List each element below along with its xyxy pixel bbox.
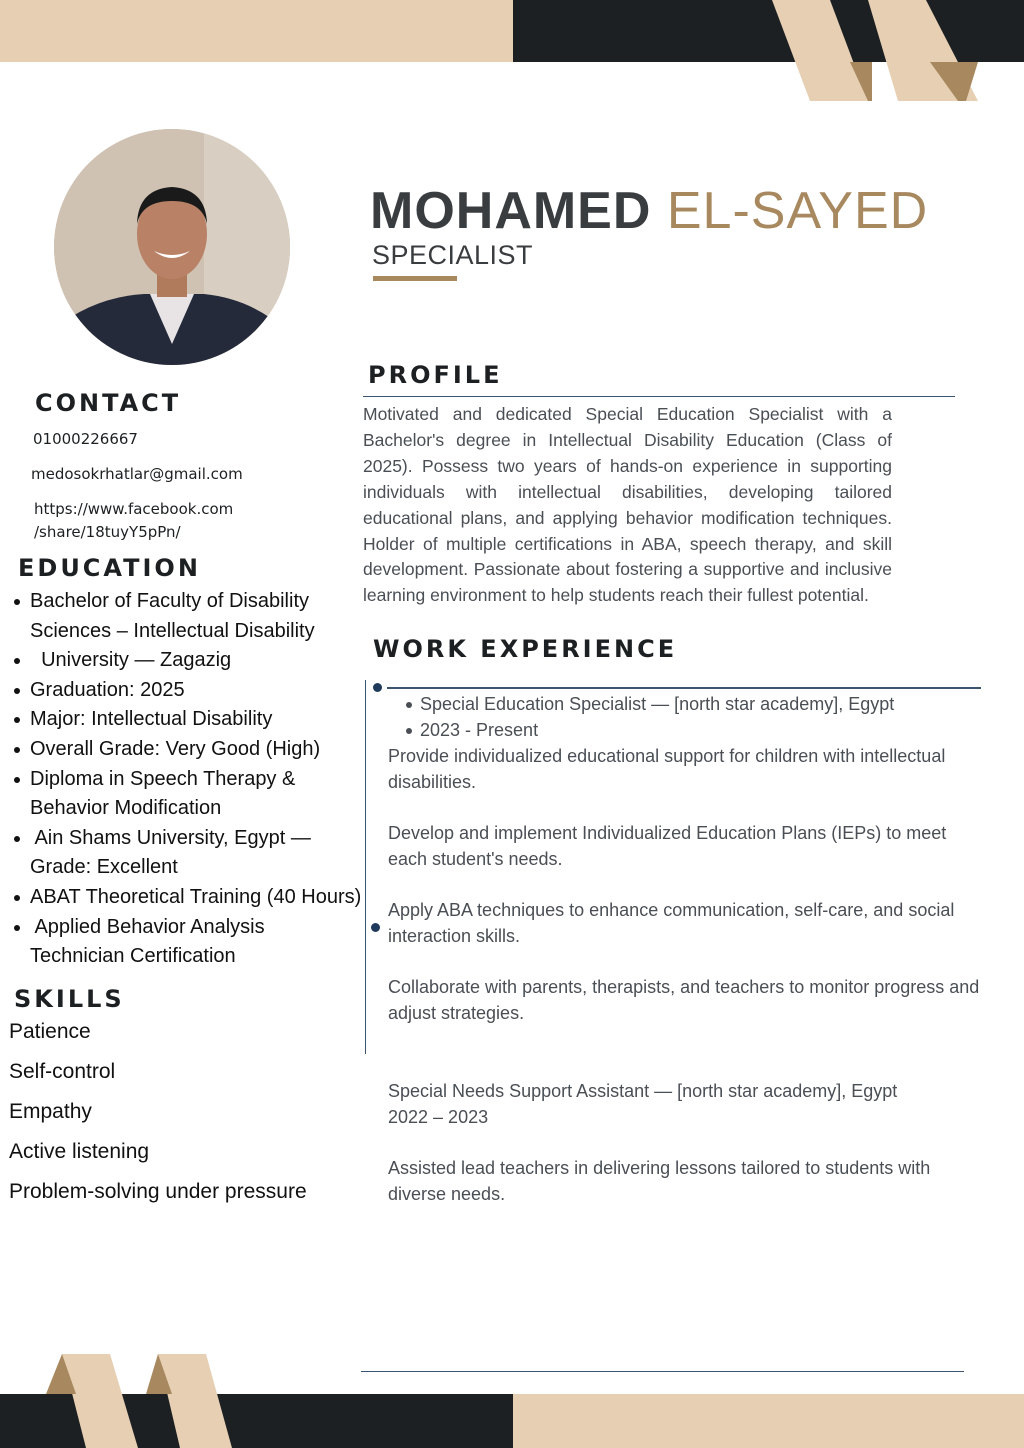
job2-duty: Assisted lead teachers in delivering lessons tailored to students with diverse needs. <box>388 1158 931 1204</box>
bullet-icon <box>14 925 20 931</box>
skills-heading: SKILLS <box>14 985 125 1013</box>
list-item: University — Zagazig <box>12 646 377 676</box>
job2-period: 2022 – 2023 <box>388 1107 489 1127</box>
bullet-icon <box>14 747 20 753</box>
education-heading: EDUCATION <box>18 554 201 582</box>
list-item: Overall Grade: Very Good (High) <box>12 735 377 765</box>
profile-heading: PROFILE <box>368 361 503 389</box>
contact-heading: CONTACT <box>35 389 182 417</box>
profile-summary: Motivated and dedicated Special Education Specialist with a Bachelor's degree in Intellectual Disability Education (Class of 2025). Possess two years of hands-on experience in supporting individuals with intellectual disabilities, developing tailored educational plans, and applying behavior modification techniques. Holder of multiple certifications in ABA, speech therapy, and skill development. Passionate about fostering a supportive and inclusive learning environment to help students reach their fullest potential. <box>363 404 892 606</box>
list-item: Technician Certification <box>30 945 236 968</box>
list-item: Behavior Modification <box>30 797 222 820</box>
bullet-icon <box>406 728 412 734</box>
job1-duty: Apply ABA techniques to enhance communication, self-care, and social interaction skills. <box>388 900 955 946</box>
job1-duty: Develop and implement Individualized Education Plans (IEPs) to meet each student's needs. <box>388 823 947 869</box>
list-item: Applied Behavior Analysis <box>12 913 377 943</box>
education-list <box>12 587 377 972</box>
bottom-stripe-1 <box>62 1354 138 1448</box>
list-item: Bachelor of Faculty of Disability <box>12 587 377 617</box>
work-divider <box>387 687 981 689</box>
job-title: SPECIALIST <box>372 240 534 270</box>
bullet-icon <box>14 717 20 723</box>
list-item: Diploma in Speech Therapy & <box>12 765 377 795</box>
list-item: Sciences – Intellectual Disability <box>30 619 315 642</box>
skill-item: Self-control <box>9 1060 116 1083</box>
contact-facebook-line2[interactable]: /share/18tuyY5pPn/ <box>34 523 181 541</box>
work-heading: WORK EXPERIENCE <box>373 635 678 663</box>
bullet-icon <box>14 895 20 901</box>
bullet-icon <box>406 702 412 708</box>
list-item: ABAT Theoretical Training (40 Hours) <box>12 883 377 913</box>
last-name: EL-SAYED <box>666 182 929 240</box>
person-avatar-icon <box>54 129 290 365</box>
bullet-icon <box>14 658 20 664</box>
top-stripe-1 <box>772 0 868 101</box>
bullet-icon <box>14 688 20 694</box>
contact-facebook-line1[interactable]: https://www.facebook.com <box>34 500 234 518</box>
first-name: MOHAMED <box>370 182 652 240</box>
list-item: Major: Intellectual Disability <box>12 705 377 735</box>
job1-title: Special Education Specialist — [north star academy], Egypt <box>405 692 894 718</box>
bullet-icon <box>14 777 20 783</box>
list-item: Grade: Excellent <box>30 856 178 879</box>
timeline-dot <box>373 683 382 692</box>
job1-period: 2023 - Present <box>405 718 894 744</box>
full-name <box>370 180 928 242</box>
bullet-icon <box>14 836 20 842</box>
list-item: Ain Shams University, Egypt — <box>12 824 377 854</box>
job1-duty: Provide individualized educational support for children with intellectual disabilities. <box>388 746 946 792</box>
skill-item: Empathy <box>9 1100 92 1123</box>
skill-item: Problem-solving under pressure <box>9 1180 307 1203</box>
list-item: Graduation: 2025 <box>12 676 377 706</box>
contact-email[interactable]: medosokrhatlar@gmail.com <box>31 465 243 483</box>
timeline-dot <box>371 923 380 932</box>
bullet-icon <box>14 599 20 605</box>
bottom-stripe-2 <box>158 1354 232 1448</box>
bottom-divider <box>361 1371 964 1372</box>
profile-divider <box>363 396 955 397</box>
contact-phone: 01000226667 <box>33 430 138 448</box>
title-underline <box>373 276 457 281</box>
job2-title: Special Needs Support Assistant — [north star academy], Egypt <box>388 1081 898 1101</box>
profile-photo <box>54 129 290 365</box>
job1-header <box>405 692 894 743</box>
skill-item: Patience <box>9 1020 91 1043</box>
skill-item: Active listening <box>9 1140 150 1163</box>
job1-duty: Collaborate with parents, therapists, and teachers to monitor progress and adjust strategies. <box>388 977 980 1023</box>
timeline-line <box>365 680 366 1054</box>
